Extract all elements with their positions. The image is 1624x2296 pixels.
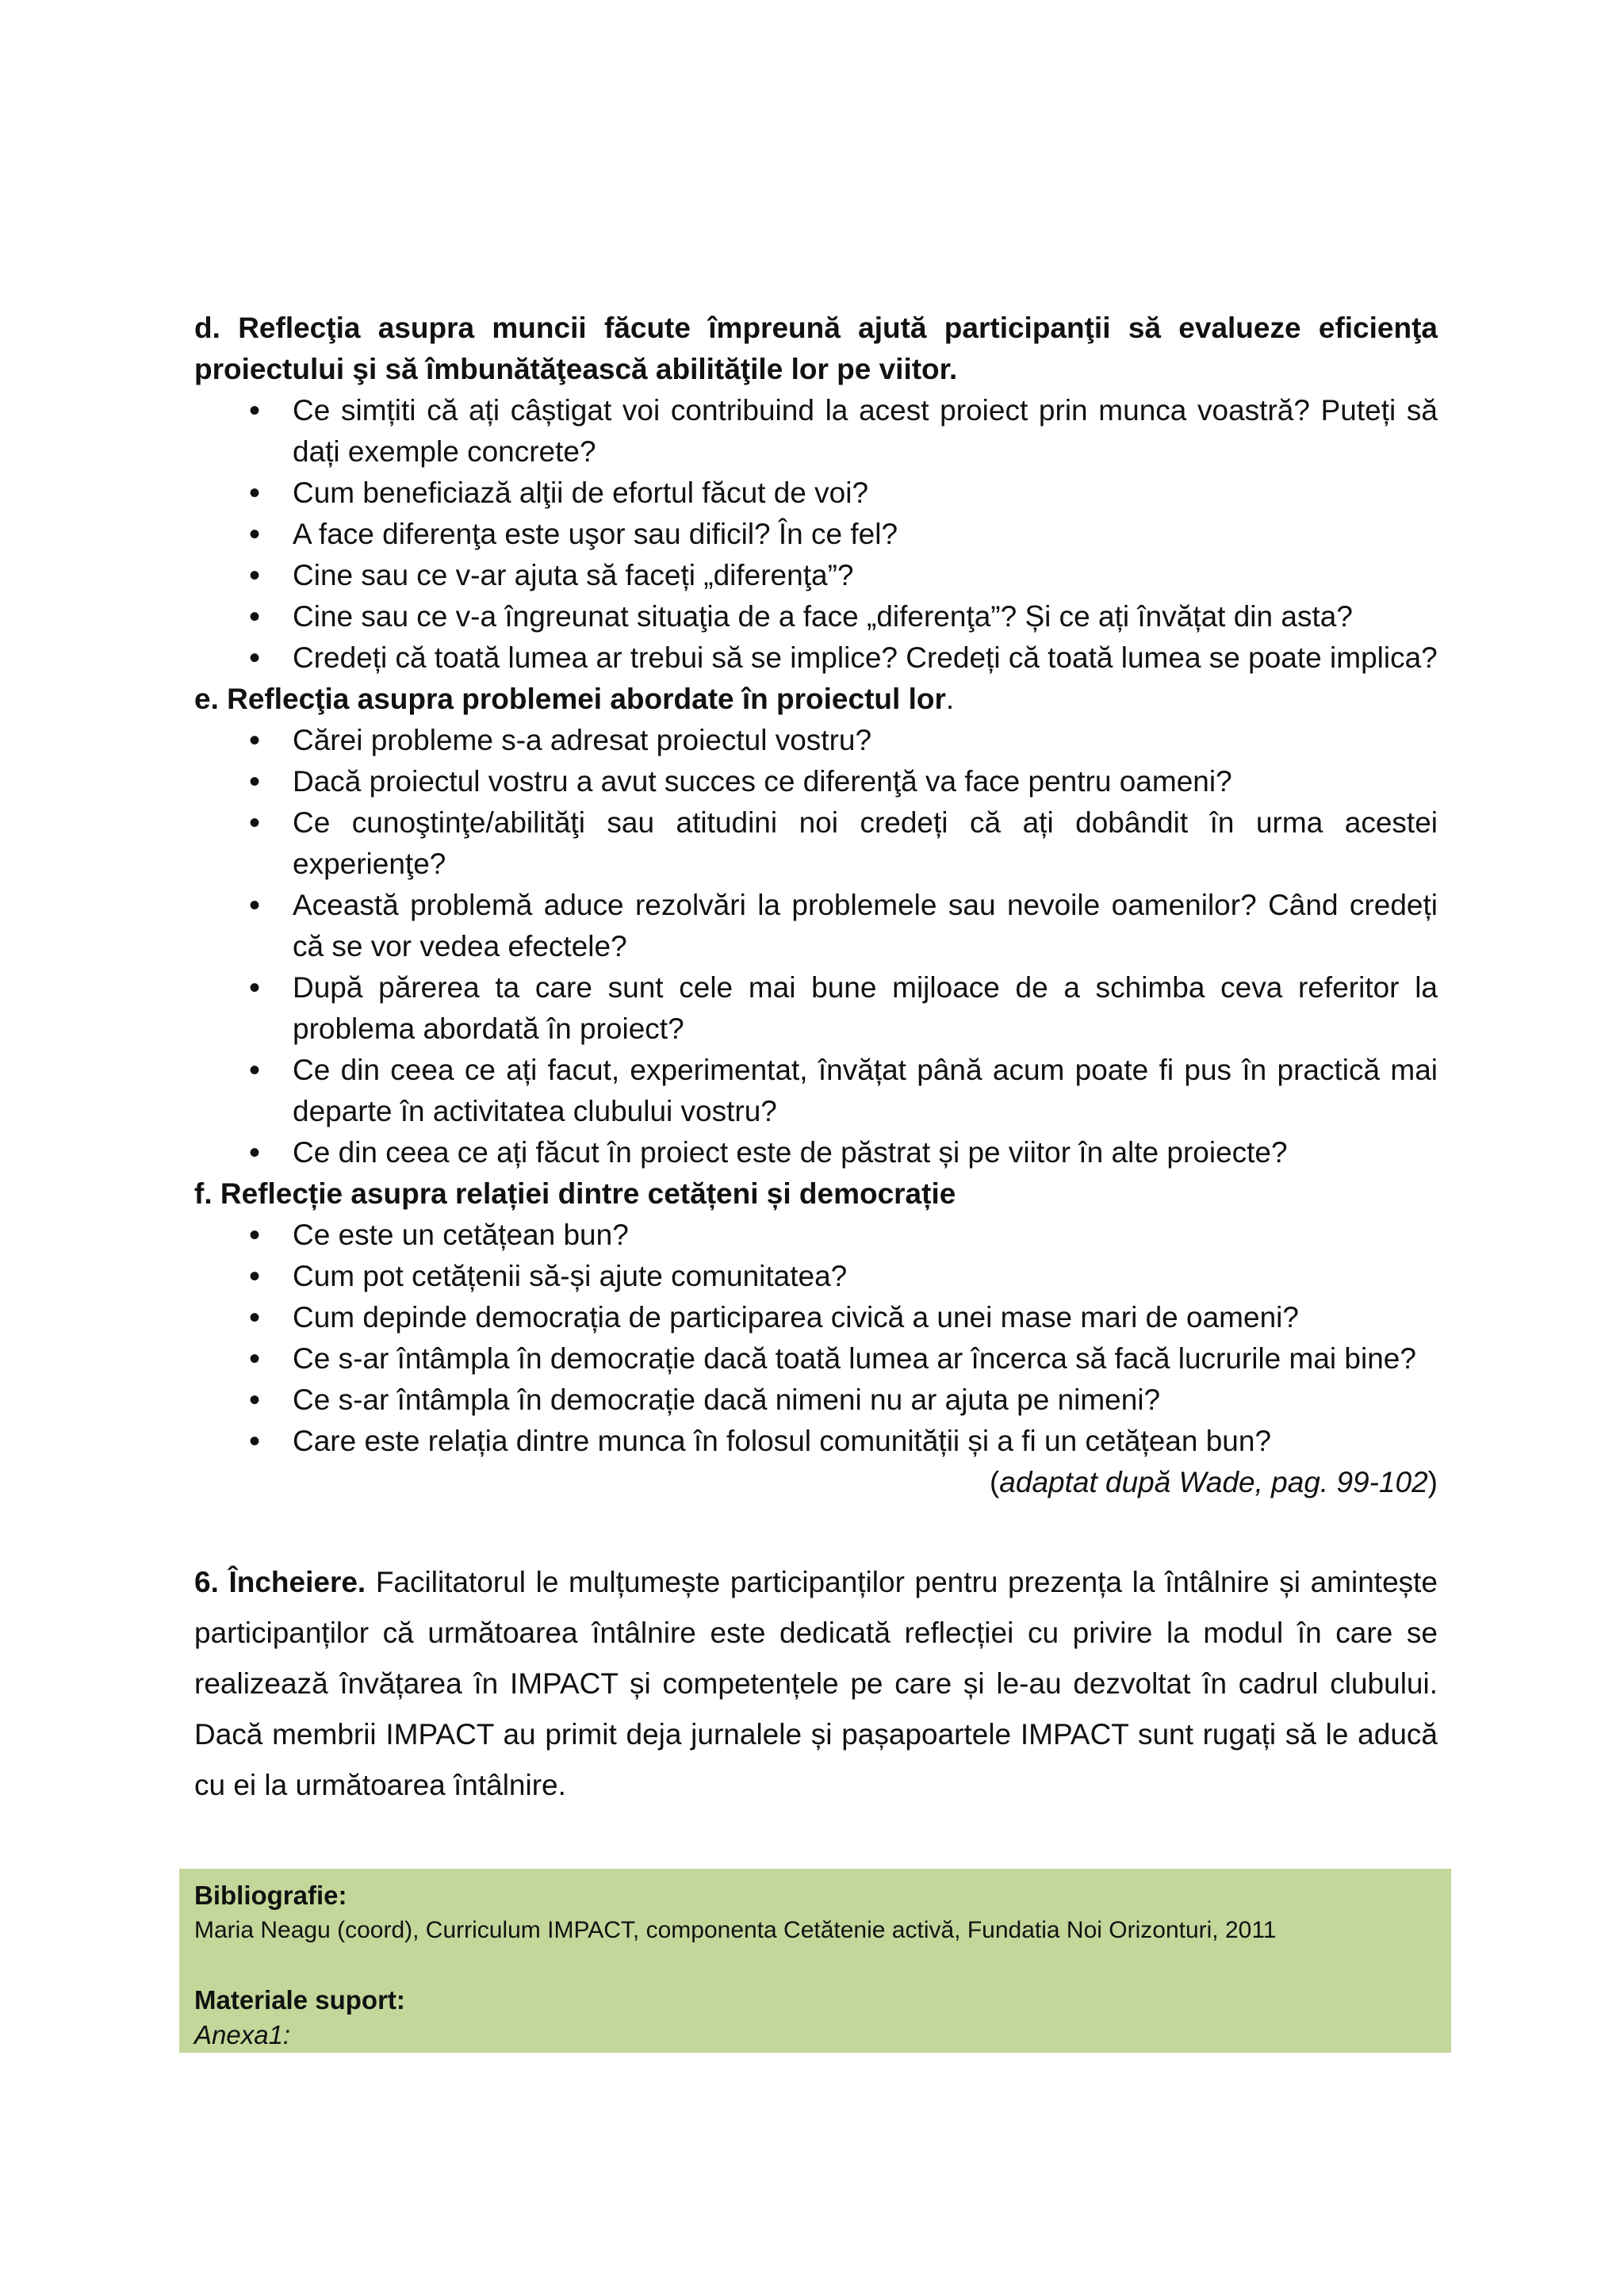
bibliography-box (179, 1869, 1451, 2053)
list-item: • Cum depinde democrația de participarea civică a unei mase mari de oameni? (194, 1297, 1438, 1338)
materials-label: Materiale suport: (194, 1985, 405, 2015)
section-e-questions (194, 720, 1438, 1173)
bibliography-entry: Maria Neagu (coord), Curriculum IMPACT, componenta Cetătenie activă, Fundatia Noi Orizonturi, 2011 (194, 1917, 1277, 1943)
list-item: • Cine sau ce v-ar ajuta să faceți „diferenţa”? (194, 555, 1438, 596)
closing-text: Facilitatorul le mulțumește participanților pentru prezența la întâlnire și amintește participanților că următoarea întâlnire este dedicată reflecției cu privire la modul în care se realizează învățarea în IMPACT și competențele pe care și le-au dezvoltat în cadrul clubului. Dacă membrii IMPACT au primit deja jurnalele și pașapoartele IMPACT sunt rugați să le aducă cu ei la următoarea întâlnire. (194, 1566, 1438, 1801)
list-item: • Ce simțiti că ați câștigat voi contribuind la acest proiect prin munca voastră? Puteți să dați exemple concrete? (194, 390, 1438, 473)
section-d-heading: d. Reflecţia asupra muncii făcute împreună ajută participanţii să evalueze eficienţa proiectului şi să îmbunătăţească abilităţile lor pe viitor. (194, 312, 1438, 385)
list-item: • Ce este un cetățean bun? (194, 1215, 1438, 1256)
main-content (194, 308, 1438, 1811)
citation-text: adaptat după Wade, pag. 99-102 (999, 1466, 1428, 1498)
list-item: • Ce s-ar întâmpla în democrație dacă toată lumea ar încerca să facă lucrurile mai bine? (194, 1338, 1438, 1380)
list-item: • Dacă proiectul vostru a avut succes ce diferenţă va face pentru oameni? (194, 761, 1438, 802)
section-f-questions (194, 1215, 1438, 1462)
closing-label: 6. Încheiere. (194, 1566, 366, 1598)
list-item: • Această problemă aduce rezolvări la problemele sau nevoile oamenilor? Când credeți că se vor vedea efectele? (194, 885, 1438, 967)
section-e-heading: e. Reflecţia asupra problemei abordate în proiectul lor. (194, 683, 955, 715)
list-item: • Cărei probleme s-a adresat proiectul vostru? (194, 720, 1438, 761)
list-item: • Cine sau ce v-a îngreunat situaţia de a face „diferenţa”? Și ce ați învățat din asta? (194, 596, 1438, 637)
list-item: • Ce s-ar întâmpla în democrație dacă nimeni nu ar ajuta pe nimeni? (194, 1380, 1438, 1421)
bibliography-label: Bibliografie: (194, 1881, 347, 1910)
annex-label: Anexa1: (194, 2020, 291, 2049)
closing-paragraph (194, 1557, 1438, 1811)
list-item: • Credeți că toată lumea ar trebui să se implice? Credeți că toată lumea se poate implica? (194, 637, 1438, 679)
list-item: • Ce din ceea ce ați făcut în proiect este de păstrat și pe viitor în alte proiecte? (194, 1132, 1438, 1173)
list-item: • Care este relația dintre munca în folosul comunității și a fi un cetățean bun? (194, 1421, 1438, 1462)
list-item: • Ce din ceea ce ați facut, experimentat, învățat până acum poate fi pus în practică mai departe în activitatea clubului vostru? (194, 1050, 1438, 1132)
list-item: • Cum beneficiază alţii de efortul făcut de voi? (194, 473, 1438, 514)
citation: (adaptat după Wade, pag. 99-102) (989, 1466, 1438, 1498)
list-item: • A face diferenţa este uşor sau dificil? În ce fel? (194, 514, 1438, 555)
list-item: • Ce cunoştinţe/abilităţi sau atitudini noi credeți că ați dobândit în urma acestei experienţe? (194, 802, 1438, 885)
list-item: • Cum pot cetățenii să-și ajute comunitatea? (194, 1256, 1438, 1297)
section-d-questions (194, 390, 1438, 679)
section-f-heading: f. Reflecție asupra relației dintre cetățeni și democrație (194, 1177, 956, 1210)
list-item: • După părerea ta care sunt cele mai bune mijloace de a schimba ceva referitor la problema abordată în proiect? (194, 967, 1438, 1050)
